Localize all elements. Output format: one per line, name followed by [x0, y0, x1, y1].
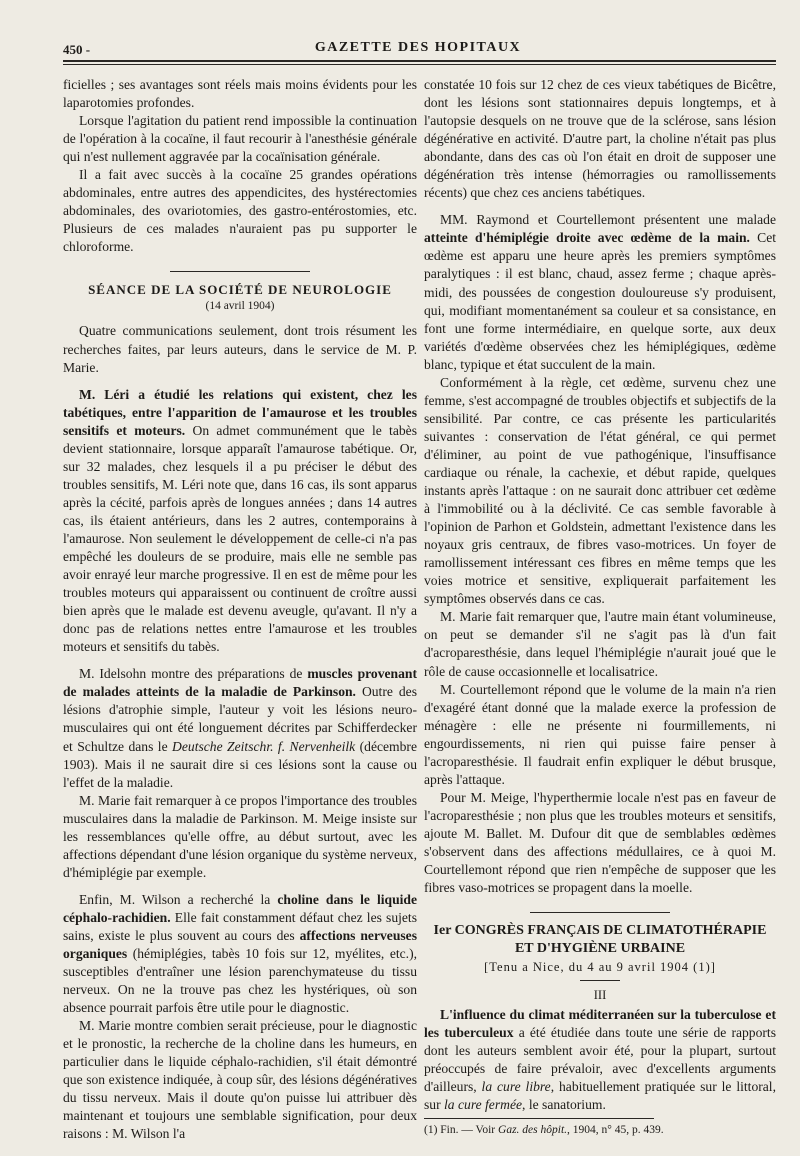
paragraph: Lorsque l'agitation du patient rend impossible la continuation de l'opération à la cocaïne, il faut recourir à l'anesthésie générale qui n'est nullement aggravée par la cocaïnisation générale.	[63, 113, 417, 165]
text-run: Cet œdème est apparu une heure après les premiers symptômes paralytiques : il est blanc, chaud, assez ferme ; chaque après-midi, des poussées de congestion douloureuse s'y produisent, qui, modifiant momentanément sa couleur et sa consistance, en font une forme intermédiaire, en quelque sorte, aux deux variétés d'œdème observées chez les hémiplégiques, œdème blanc, typique et état succulent de la main.	[424, 230, 777, 372]
short-rule	[580, 980, 620, 981]
text-run: On admet communément que le tabès devient stationnaire, lorsque apparaît l'amaurose tabétique. Or, sur 32 malades, chez lesquels il a pu préciser le début des troubles sensitifs, M. Léri note que, dans 16 cas, ils sont apparus après la cécité, parfois après de longues années ; dans 14 autres cas, ils étaient antérieurs, dans les 2 autres, contemporains à l'amaurose. Non seulement le développement de celle-ci n'a pas empêché les douleurs de se produire, mais elle ne semble pas avoir enrayé leur marche progressive. Il en est de même pour les troubles moteurs qui apparaissent ou continuent de croître aussi bien après que le malade est devenu aveugle, qu'avant. Il n'y a donc pas de relations nettes entre l'amaurose et les troubles moteurs et sensitifs du tabès.	[63, 422, 417, 655]
section-date: (14 avril 1904)	[205, 300, 275, 313]
paragraph: M. Courtellemont répond que le volume de la main n'a rien d'exagéré étant donné que la malade exerce la profession de ménagère : elle ne présente ni fourmillements, ni engourdissements, ni rien qui puisse faire penser à l'acroparesthésie. Il faudrait enfin expliquer le début brusque, après l'attaque.	[424, 681, 776, 787]
paragraph: Quatre communications seulement, dont trois résument les recherches faites, par leurs auteurs, dans le service de M. P. Marie.	[63, 323, 417, 375]
italic-text: Gaz. des hôpit.	[498, 1124, 568, 1137]
journal-title: GAZETTE DES HOPITAUX	[314, 40, 522, 55]
paragraph: ficielles ; ses avantages sont réels mais moins évidents pour les laparotomies profondes.	[63, 77, 417, 111]
text-run: , habituellement pratiquée sur le littoral, sur	[424, 1079, 776, 1113]
text-run: (hémiplégies, tabès 10 fois sur 12, myélites, etc.), susceptibles d'entraîner une lésion parenchymateuse du tissu nerveux. On ne la trouve pas chez les hystériques, où son absence pourrait parfois être utile pour le diagnostic.	[63, 946, 417, 1016]
paragraph: M. Marie fait remarquer que, l'autre main étant volumineuse, on peut se demander s'il ne s'agit pas là d'un fait d'acroparesthésie, dans lequel l'hémiplégie n'aurait joué que le rôle de cause occasionnelle et localisatrice.	[424, 609, 776, 679]
left-column	[63, 76, 417, 1144]
italic-text: la cure fermée	[444, 1097, 523, 1113]
paragraph: Pour M. Meige, l'hyperthermie locale n'est pas en faveur de l'acroparesthésie ; non plus que les troubles moteurs et sensitifs, ajoute M. Ballet. M. Dufour dit que de semblables œdèmes s'observent dans des affections médullaires, ce à quoi M. Courtellemont répond que rien n'empêche de supposer que les fibres vaso-motrices se propagent dans la moelle.	[424, 789, 776, 896]
text-run: (décembre 1903). Mais il ne saurait dire si ces lésions sont la cause ou l'effet de la maladie.	[63, 738, 417, 790]
bold-text: M. Léri a étudié les relations qui existent, chez les tabétiques, entre l'apparition de l'amaurose et les troubles sensitifs et moteurs.	[63, 386, 417, 438]
section-separator	[63, 266, 417, 275]
text-run: (1) Fin. — Voir	[424, 1124, 499, 1137]
paragraph: constatée 10 fois sur 12 chez de ces vieux tabétiques de Bicêtre, dont les lésions sont stationnaires depuis longtemps, et à l'autopsie desquels on ne trouve que de la sclérose, sans lésion dégénérative en activité. D'autre part, la choline n'était pas plus abondante, dans des cas où l'on était en droit de supposer une dégénération très intense (hémorragies ou ramollissements récents) que chez ces anciens tabétiques.	[424, 77, 776, 201]
page-number: 450 -	[63, 42, 91, 57]
text-run: , 1904, n° 45, p. 439.	[567, 1124, 664, 1137]
bold-text: choline dans le liquide céphalo-rachidien.	[63, 891, 417, 925]
section-title: SÉANCE DE LA SOCIÉTÉ DE NEUROLOGIE	[88, 282, 392, 298]
bold-text: atteinte d'hémiplégie droite avec œdème de la main.	[424, 230, 750, 246]
paragraph: M. Marie fait remarquer à ce propos l'importance des troubles musculaires dans la maladie de Parkinson. M. Meige insiste sur les ressemblances qu'elle offre, au début surtout, avec les affections dépendant d'une lésion organique du système nerveux, d'hémiplégie par exemple.	[63, 792, 417, 880]
paragraph	[63, 891, 417, 1017]
bold-text: L'influence du climat méditerranéen sur la tuberculose et les tuberculeux	[424, 1007, 776, 1041]
header-rule	[63, 60, 776, 62]
text-run: , le sanatorium.	[522, 1097, 606, 1113]
text-run: Elle fait constamment défaut chez les sujets sains, existe le plus souvent au cours des	[63, 909, 417, 943]
paragraph: Il a fait avec succès à la cocaïne 25 grandes opérations abdominales, entre autres des appendicites, des hystérectomies abdominales, des ovariotomies, des gastro-entérostomies, etc. Plusieurs de ces malades n'auraient pas pu supporter le chloroforme.	[63, 167, 417, 255]
paragraph	[424, 1006, 776, 1114]
page-header	[63, 38, 773, 58]
bold-text: muscles provenant de malades atteints de la maladie de Parkinson.	[63, 666, 417, 700]
text-run: a été étudiée dans toute une série de rapports dont les auteurs semblent avoir été, pour la plupart, surtout préoccupés de faire prévaloir, avec d'excellents arguments d'ailleurs,	[424, 1025, 776, 1095]
congress-subtitle: [Tenu a Nice, du 4 au 9 avril 1904 (1)]	[484, 960, 716, 975]
paragraph	[63, 386, 417, 657]
footnote	[424, 1123, 776, 1138]
header-rule-thin	[63, 64, 776, 65]
bold-text: affections nerveuses organiques	[63, 927, 417, 962]
text-run: MM. Raymond et Courtellemont présentent une malade	[440, 212, 776, 228]
footnote-rule	[424, 1118, 654, 1119]
paragraph: Conformément à la règle, cet œdème, survenu chez une femme, s'est accompagné de troubles objectifs et subjectifs de la sensibilité. Par contre, ce cas présente les particularités suivantes : conservation de l'état général, ce qui permet d'éliminer, au point de vue pathogénique, l'insuffisance cardiaque ou rénale, la cachexie, et début rapide, quelques instants après l'attaque : on ne saurait donc attribuer cet œdème à l'immobilité ou à la déclivité. Ce cas semble favorable à l'opinion de Parhon et Goldstein, admettant l'existence dans les noyaux gris centraux, de fibres vaso-motrices. Un foyer de ramollissement intéressant ces fibres en même temps que les voies motrice et sensitive, expliquerait parfaitement les symptômes observés dans ce cas.	[424, 374, 776, 607]
paragraph	[63, 665, 417, 791]
part-number: III	[593, 988, 607, 1003]
text-run: M. Idelsohn montre des préparations de	[79, 666, 308, 682]
paragraph	[424, 211, 776, 373]
congress-title: Ier CONGRÈS FRANÇAIS DE CLIMATOTHÉRAPIE ET D'HYGIÈNE URBAINE	[433, 923, 767, 957]
text-run: Enfin, M. Wilson a recherché la	[79, 891, 278, 907]
right-column	[424, 76, 776, 1138]
italic-text: Deutsche Zeitschr. f. Nervenheilk	[172, 738, 356, 754]
text-run: Outre des lésions d'atrophie simple, l'auteur y voit les lésions neuro-musculaires qui ont été longuement décrites par Schifferdecker et Schultze dans le	[63, 684, 417, 754]
paragraph: M. Marie montre combien serait précieuse, pour le diagnostic et le pronostic, la recherche de la choline dans les humeurs, en particulier dans le liquide céphalo-rachidien, s'il était démontré que son existence indiquée, à coup sûr, des lésions dégénératives du tissu nerveux. Mais il doute qu'on puisse lui attribuer dès maintenant et toujours une semblable signification, pour deux raisons : M. Wilson l'a	[63, 1018, 417, 1142]
italic-text: la cure libre	[481, 1079, 551, 1095]
section-separator	[424, 907, 776, 916]
